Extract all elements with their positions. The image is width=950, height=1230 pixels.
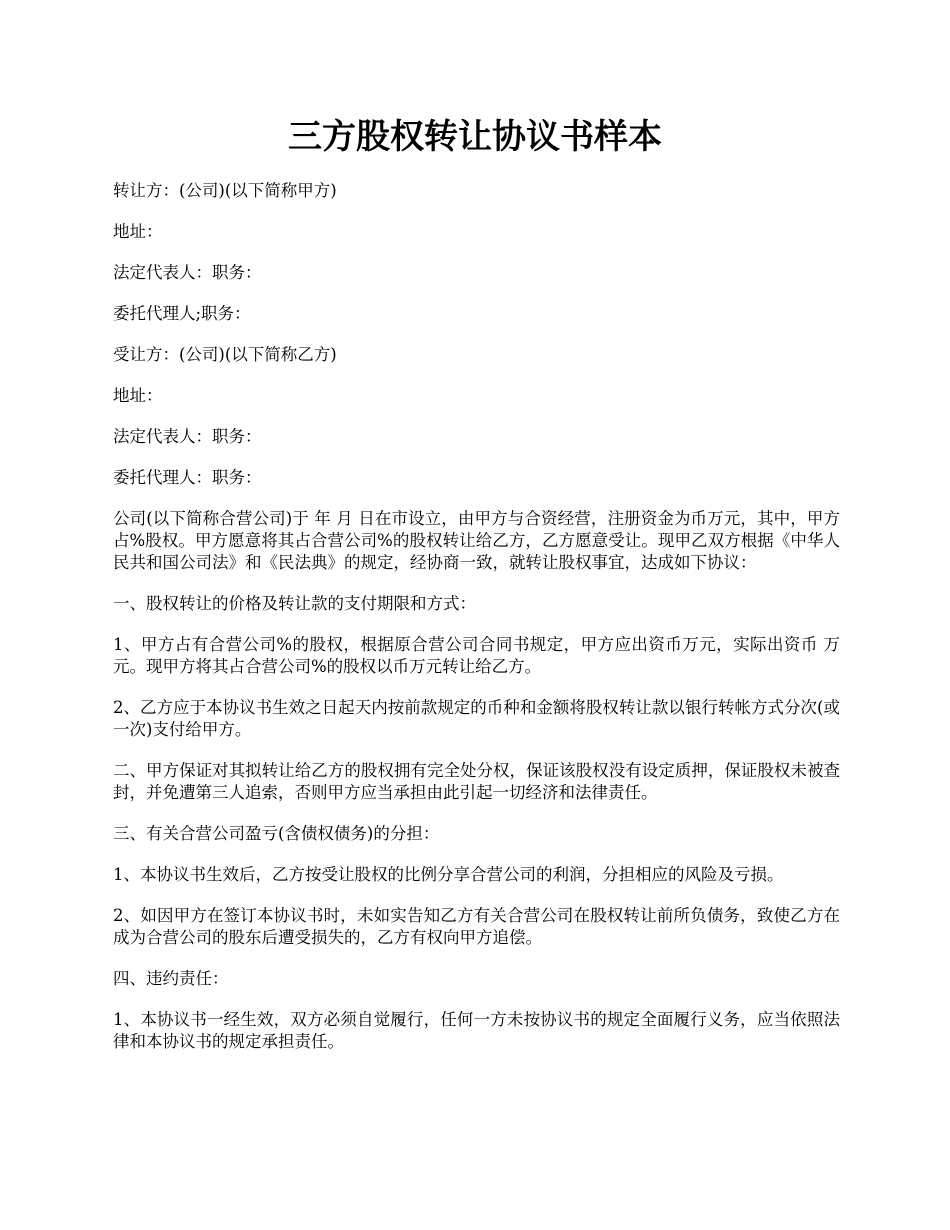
paragraph-transferee-address: 地址： xyxy=(113,386,163,405)
section-heading-warranty: 二、甲方保证对其拟转让给乙方的股权拥有完全处分权，保证该股权没有设定质押，保证股权未被查封，并免遭第三人追索，否则甲方应当承担由此引起一切经济和法律责任。 xyxy=(113,761,840,802)
paragraph-transferor-legal-rep: 法定代表人：职务： xyxy=(113,263,262,282)
section-heading-liability: 四、违约责任： xyxy=(113,969,229,988)
clause-4-1: 1、本协议书一经生效，双方必须自觉履行，任何一方未按协议书的规定全面履行义务，应当依照法律和本协议书的规定承担责任。 xyxy=(113,1010,840,1051)
paragraph-transferee: 受让方：(公司)(以下简称乙方) xyxy=(113,345,337,364)
paragraph-transferor-address: 地址： xyxy=(113,222,163,241)
clause-1-1: 1、甲方占有合营公司%的股权，根据原合营公司合同书规定，甲方应出资币万元，实际出资币 万元。现甲方将其占合营公司%的股权以币万元转让给乙方。 xyxy=(113,635,840,676)
paragraph-transferor-agent: 委托代理人;职务： xyxy=(113,304,251,323)
paragraph-transferor: 转让方：(公司)(以下简称甲方) xyxy=(113,181,337,200)
clause-3-1: 1、本协议书生效后，乙方按受让股权的比例分享合营公司的利润，分担相应的风险及亏损。 xyxy=(113,865,784,884)
paragraph-preamble: 公司(以下简称合营公司)于 年 月 日在市设立，由甲方与合资经营，注册资金为币万元，其中，甲方占%股权。甲方愿意将其占合营公司%的股权转让给乙方，乙方愿意受让。现甲乙双方根据《中华人民共和国公司法》和《民法典》的规定，经协商一致，就转让股权事宜，达成如下协议： xyxy=(113,509,840,572)
clause-3-2: 2、如因甲方在签订本协议书时，未如实告知乙方有关合营公司在股权转让前所负债务，致使乙方在成为合营公司的股东后遭受损失的，乙方有权向甲方追偿。 xyxy=(113,906,840,947)
paragraph-transferee-agent: 委托代理人：职务： xyxy=(113,468,262,487)
section-heading-price-payment: 一、股权转让的价格及转让款的支付期限和方式： xyxy=(113,594,476,613)
section-heading-profit-loss: 三、有关合营公司盈亏(含债权债务)的分担： xyxy=(113,824,440,843)
document-title: 三方股权转让协议书样本 xyxy=(288,117,662,157)
document-body xyxy=(113,180,840,1072)
clause-1-2: 2、乙方应于本协议书生效之日起天内按前款规定的币种和金额将股权转让款以银行转帐方式分次(或一次)支付给甲方。 xyxy=(113,698,840,739)
paragraph-transferee-legal-rep: 法定代表人：职务： xyxy=(113,427,262,446)
